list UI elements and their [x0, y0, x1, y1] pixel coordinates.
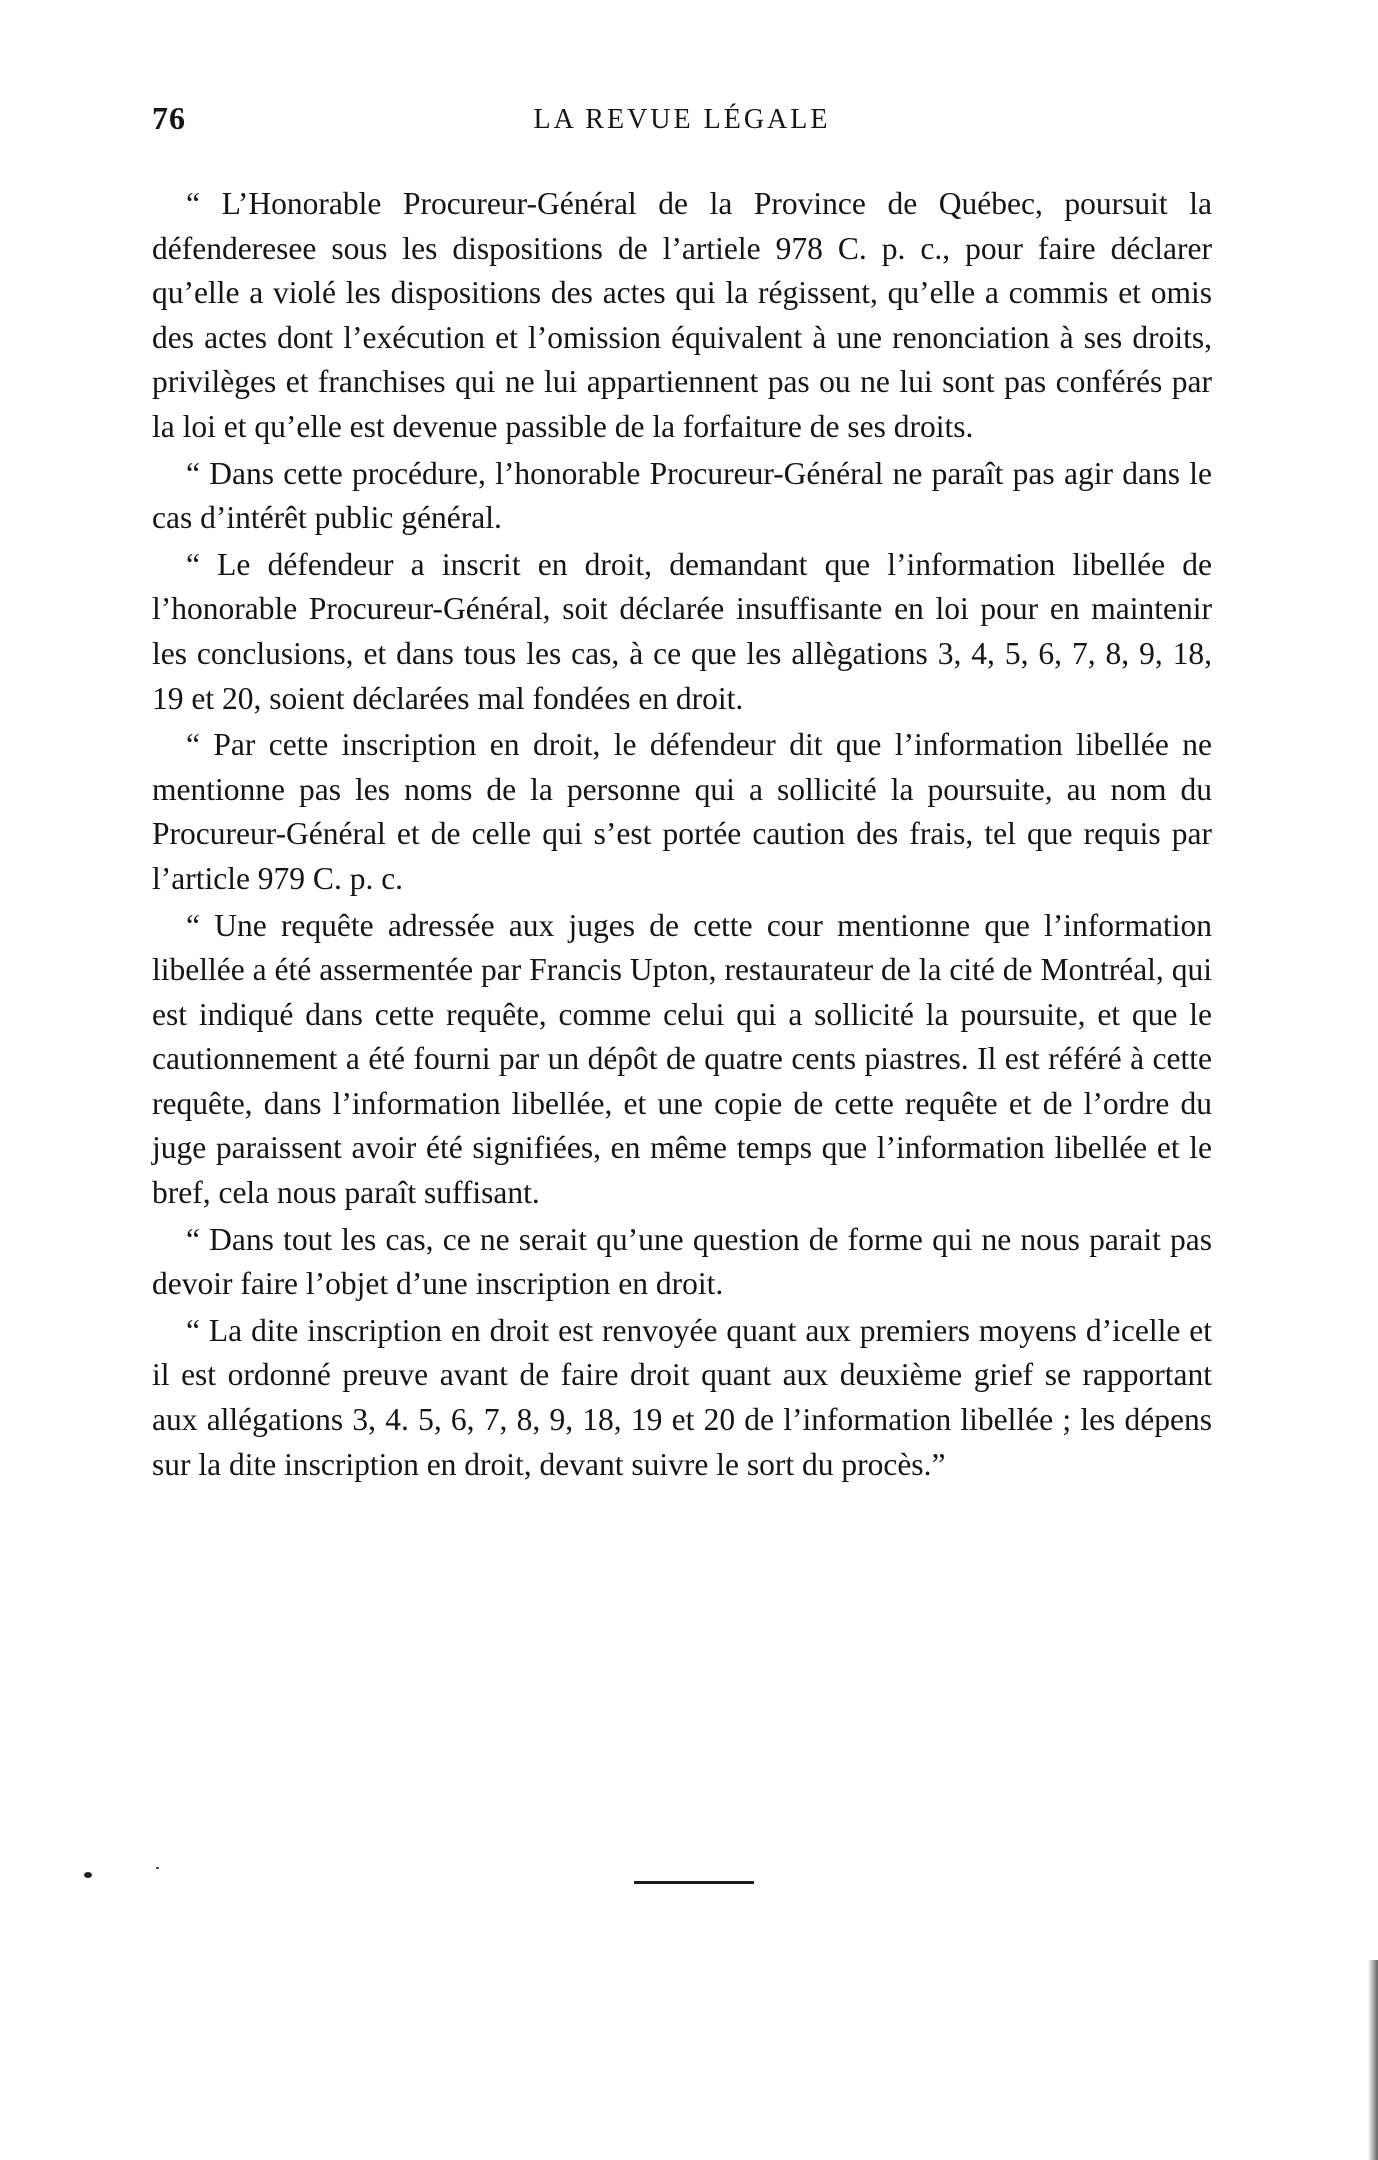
paragraph-5: “ Une requête adressée aux juges de cette cour mentionne que l’information libellée a été assermentée par Francis Upton, restaurateur de la cité de Montréal, qui est indiqué dans cette requête, comme celui qui a sollicité la poursuite, et que le cautionnement a été fourni par un dépôt de quatre cents piastres. Il est référé à cette requête, dans l’information libellée, et une copie de cette requête et de l’ordre du juge paraissent avoir été signifiées, en même temps que l’information libellée et le bref, cela nous paraît suffisant.	[152, 907, 1212, 1211]
paragraph-7: “ La dite inscription en droit est renvoyée quant aux premiers moyens d’icelle et il est ordonné preuve avant de faire droit quant aux deuxième grief se rapportant aux allégations 3, 4. 5, 6, 7, 8, 9, 18, 19 et 20 de l’information libellée ; les dépens sur la dite inscription en droit, devant suivre le sort du procès.”	[152, 1312, 1212, 1482]
section-end-rule	[634, 1881, 754, 1884]
ink-dot	[156, 1867, 159, 1869]
page-number: 76	[152, 100, 186, 136]
paragraph-2: “ Dans cette procédure, l’honorable Procureur-Général ne paraît pas agir dans le cas d’intérêt public général.	[152, 455, 1212, 536]
ink-speck	[84, 1872, 92, 1878]
page-edge-shadow	[1368, 1960, 1378, 2160]
document-page	[152, 100, 1212, 1487]
journal-title: LA REVUE LÉGALE	[533, 104, 831, 135]
body-text	[152, 182, 1212, 1487]
paragraph-3: “ Le défendeur a inscrit en droit, demandant que l’information libellée de l’honorable Procureur-Général, soit déclarée insuffisante en loi pour en maintenir les conclusions, et dans tous les cas, à ce que les allègations 3, 4, 5, 6, 7, 8, 9, 18, 19 et 20, soient déclarées mal fondées en droit.	[152, 546, 1212, 716]
paragraph-4: “ Par cette inscription en droit, le défendeur dit que l’information libellée ne mentionne pas les noms de la personne qui a sollicité la poursuite, au nom du Procureur-Général et de celle qui s’est portée caution des frais, tel que requis par l’article 979 C. p. c.	[152, 727, 1212, 896]
running-head	[152, 100, 1212, 148]
paragraph-1: “ L’Honorable Procureur-Général de la Province de Québec, poursuit la défenderesee sous les dispositions de l’artiele 978 C. p. c., pour faire déclarer qu’elle a violé les dispositions des actes qui la régissent, qu’elle a commis et omis des actes dont l’exécution et l’omission équivalent à une renonciation à ses droits, privilèges et franchises qui ne lui appartiennent pas ou ne lui sont pas conférés par la loi et qu’elle est devenue passible de la forfaiture de ses droits.	[152, 186, 1212, 444]
paragraph-6: “ Dans tout les cas, ce ne serait qu’une question de forme qui ne nous parait pas devoir faire l’objet d’une inscription en droit.	[152, 1221, 1212, 1302]
